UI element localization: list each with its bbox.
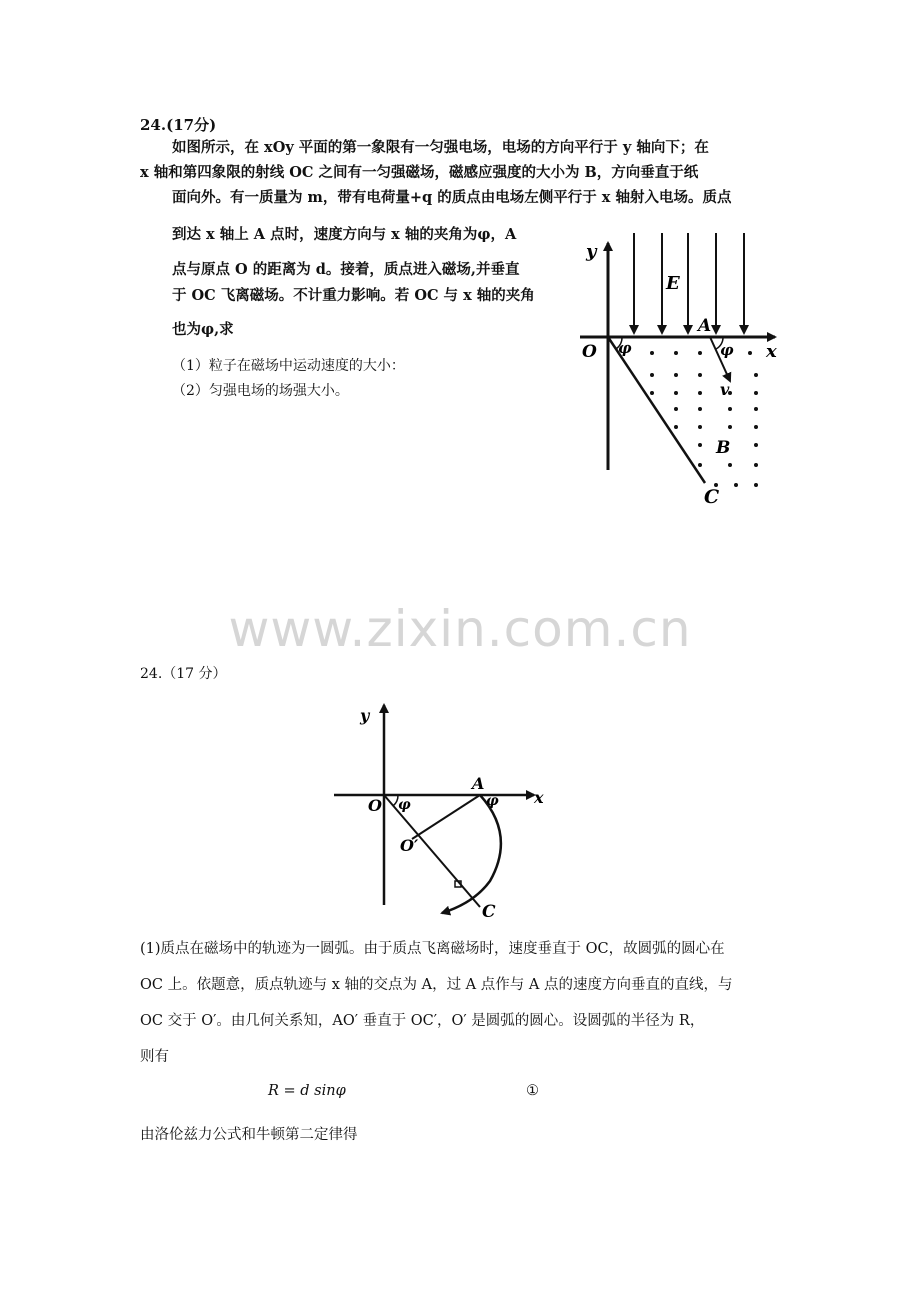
fig1-v-label: v xyxy=(720,380,730,399)
fig1-e-label: E xyxy=(666,273,680,294)
fig2-x-label: x xyxy=(534,788,544,807)
fig1-phi-a: φ xyxy=(720,341,734,359)
fig1-x-label: x xyxy=(766,341,777,362)
problem-text-line-1: 如图所示，在 xOy 平面的第一象限有一匀强电场，电场的方向平行于 y 轴向下；在 xyxy=(172,139,709,156)
fig1-phi-o: φ xyxy=(618,339,632,357)
solution-title: 24.（17 分） xyxy=(140,666,227,682)
solution-line-1: (1)质点在磁场中的轨迹为一圆弧。由于质点飞离磁场时，速度垂直于 OC，故圆弧的圆心在 xyxy=(140,941,725,957)
fig2-oprime-label: O′ xyxy=(400,836,419,855)
question-2: （2）匀强电场的场强大小。 xyxy=(172,383,349,399)
solution-line-4: 则有 xyxy=(140,1049,169,1065)
solution-line-3: OC 交于 O′。由几何关系知，AO′ 垂直于 OC′，O′ 是圆弧的圆心。设圆弧的半径为 R， xyxy=(140,1013,705,1029)
problem-text-line-7: 也为φ,求 xyxy=(172,321,234,338)
fig2-phi-a: φ xyxy=(486,793,499,809)
fig2-phi-o: φ xyxy=(398,797,411,813)
radius-line xyxy=(412,795,480,839)
problem-text-line-4: 到达 x 轴上 A 点时，速度方向与 x 轴的夹角为φ，A xyxy=(172,226,517,243)
fig2-c-label: C xyxy=(482,902,496,922)
fig1-b-label: B xyxy=(716,438,731,458)
problem-text-line-5: 点与原点 O 的距离为 d。接着，质点进入磁场,并垂直 xyxy=(172,261,520,278)
problem-text-line-6: 于 OC 飞离磁场。不计重力影响。若 OC 与 x 轴的夹角 xyxy=(172,287,535,304)
fig2-y-label: y xyxy=(360,706,370,725)
solution-line-5: 由洛伦兹力公式和牛顿第二定律得 xyxy=(140,1127,358,1143)
ray-oc xyxy=(608,337,705,483)
equation-number-1: ① xyxy=(526,1083,539,1099)
fig1-y-label: y xyxy=(586,241,597,262)
figure-field-diagram xyxy=(570,225,790,515)
problem-title: 24.(17分) xyxy=(140,116,217,134)
fig1-c-label: C xyxy=(704,486,720,508)
solution-line-2: OC 上。依题意，质点轨迹与 x 轴的交点为 A，过 A 点作与 A 点的速度方向垂直的直线，与 xyxy=(140,977,733,993)
fig1-o-label: O xyxy=(582,342,597,362)
figure-solution-diagram xyxy=(320,695,560,925)
problem-text-line-2: x 轴和第四象限的射线 OC 之间有一匀强磁场，磁感应强度的大小为 B，方向垂直于纸 xyxy=(140,164,699,181)
equation-1: R = d sinφ xyxy=(268,1083,346,1099)
problem-text-line-3: 面向外。有一质量为 m，带有电荷量+q 的质点由电场左侧平行于 x 轴射入电场。质点 xyxy=(172,189,732,206)
question-1: （1）粒子在磁场中运动速度的大小： xyxy=(172,358,405,374)
watermark: www.zixin.com.cn xyxy=(228,600,692,658)
magnetic-field-dots xyxy=(650,351,758,487)
fig1-a-label: A xyxy=(698,316,712,336)
fig2-a-label: A xyxy=(472,774,485,793)
fig2-o-label: O xyxy=(368,796,382,815)
